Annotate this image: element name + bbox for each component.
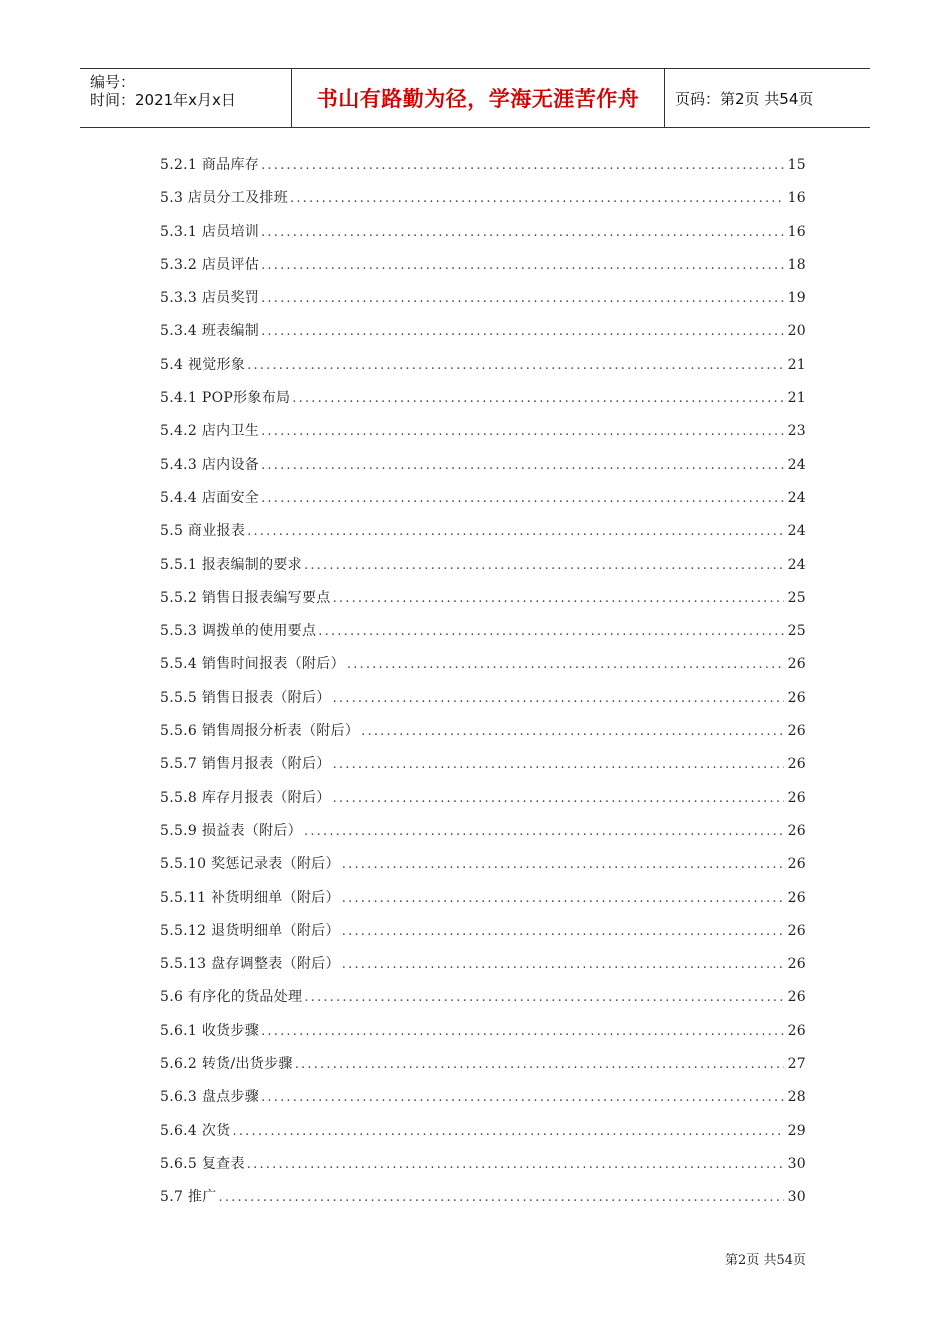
toc-entry[interactable] [160, 953, 806, 986]
toc-entry-page: 25 [787, 589, 806, 606]
toc-entry-label: 5.5.10 奖惩记录表（附后） [160, 856, 340, 873]
toc-dot-leader [261, 225, 784, 240]
toc-entry[interactable] [160, 1120, 806, 1153]
toc-dot-leader [304, 558, 784, 573]
serial-label: 编号： [90, 73, 136, 91]
toc-dot-leader [333, 691, 784, 706]
toc-entry-page: 26 [787, 789, 806, 806]
toc-entry-label: 5.7 推广 [160, 1189, 217, 1206]
toc-dot-leader [261, 424, 784, 439]
toc-dot-leader [333, 591, 784, 606]
toc-entry-label: 5.3.1 店员培训 [160, 223, 260, 240]
toc-entry-label: 5.4 视觉形象 [160, 356, 246, 373]
toc-dot-leader [247, 358, 783, 373]
toc-dot-leader [342, 857, 784, 872]
toc-dot-leader [261, 258, 784, 273]
toc-entry-label: 5.4.2 店内卫生 [160, 423, 260, 440]
toc-entry-label: 5.6.1 收货步骤 [160, 1022, 260, 1039]
toc-entry[interactable] [160, 920, 806, 953]
toc-entry-label: 5.3.3 店员奖罚 [160, 290, 260, 307]
toc-entry-page: 26 [787, 1022, 806, 1039]
toc-entry-page: 16 [787, 190, 806, 207]
toc-entry[interactable] [160, 554, 806, 587]
toc-entry[interactable] [160, 887, 806, 920]
toc-entry-page: 27 [787, 1056, 806, 1073]
toc-entry[interactable] [160, 620, 806, 653]
toc-entry-page: 23 [787, 423, 806, 440]
time-label: 时间：2021年x月x日 [90, 91, 236, 109]
toc-dot-leader [333, 791, 784, 806]
toc-entry-label: 5.5.11 补货明细单（附后） [160, 889, 340, 906]
toc-entry-label: 5.5.2 销售日报表编写要点 [160, 589, 331, 606]
page-header [80, 68, 870, 128]
toc-entry-page: 21 [787, 356, 806, 373]
toc-entry[interactable] [160, 720, 806, 753]
toc-dot-leader [304, 990, 783, 1005]
toc-dot-leader [261, 1090, 784, 1105]
toc-entry-label: 5.6.5 复查表 [160, 1155, 245, 1172]
toc-entry-label: 5.5.7 销售月报表（附后） [160, 756, 331, 773]
toc-entry-page: 26 [787, 922, 806, 939]
toc-dot-leader [261, 324, 784, 339]
toc-entry-label: 5.6.2 转货/出货步骤 [160, 1056, 293, 1073]
toc-entry[interactable] [160, 1053, 806, 1086]
toc-entry[interactable] [160, 986, 806, 1019]
toc-entry-label: 5.5.4 销售时间报表（附后） [160, 656, 345, 673]
toc-entry[interactable] [160, 820, 806, 853]
toc-entry[interactable] [160, 687, 806, 720]
toc-dot-leader [261, 458, 784, 473]
toc-entry-label: 5.5.6 销售周报分析表（附后） [160, 723, 360, 740]
toc-entry[interactable] [160, 787, 806, 820]
toc-entry-page: 26 [787, 856, 806, 873]
toc-entry[interactable] [160, 1186, 806, 1219]
toc-entry-page: 29 [787, 1122, 806, 1139]
toc-entry-page: 16 [787, 223, 806, 240]
toc-entry-page: 24 [787, 489, 806, 506]
toc-entry[interactable] [160, 354, 806, 387]
toc-entry[interactable] [160, 420, 806, 453]
toc-entry-page: 18 [787, 256, 806, 273]
toc-entry-page: 26 [787, 756, 806, 773]
toc-entry[interactable] [160, 187, 806, 220]
header-page-number: 页码：第2页 共54页 [675, 89, 814, 108]
toc-entry-page: 20 [787, 323, 806, 340]
toc-dot-leader [290, 191, 784, 206]
toc-entry-page: 19 [787, 290, 806, 307]
toc-entry-label: 5.5 商业报表 [160, 523, 246, 540]
toc-entry[interactable] [160, 454, 806, 487]
toc-entry[interactable] [160, 320, 806, 353]
toc-entry[interactable] [160, 154, 806, 187]
toc-dot-leader [292, 391, 783, 406]
toc-dot-leader [232, 1124, 783, 1139]
toc-entry-page: 24 [787, 556, 806, 573]
toc-dot-leader [261, 1024, 784, 1039]
toc-entry[interactable] [160, 853, 806, 886]
toc-entry-label: 5.5.8 库存月报表（附后） [160, 789, 331, 806]
toc-entry-label: 5.3 店员分工及排班 [160, 190, 289, 207]
toc-dot-leader [342, 957, 784, 972]
toc-entry-page: 15 [787, 157, 806, 173]
toc-entry[interactable] [160, 254, 806, 287]
toc-entry-page: 24 [787, 456, 806, 473]
toc-entry-page: 30 [787, 1189, 806, 1206]
toc-dot-leader [295, 1057, 784, 1072]
toc-entry-label: 5.4.4 店面安全 [160, 489, 260, 506]
toc-entry-page: 25 [787, 623, 806, 640]
table-of-contents [160, 154, 806, 1220]
toc-entry-label: 5.5.1 报表编制的要求 [160, 556, 302, 573]
toc-entry[interactable] [160, 520, 806, 553]
toc-dot-leader [342, 891, 784, 906]
toc-entry-label: 5.3.4 班表编制 [160, 323, 260, 340]
toc-dot-leader [261, 491, 784, 506]
toc-dot-leader [261, 158, 784, 173]
toc-entry[interactable] [160, 1020, 806, 1053]
toc-entry-label: 5.2.1 商品库存 [160, 157, 260, 173]
header-meta [80, 69, 292, 127]
toc-entry-page: 24 [787, 523, 806, 540]
toc-dot-leader [333, 757, 784, 772]
toc-dot-leader [347, 657, 784, 672]
toc-entry-page: 28 [787, 1089, 806, 1106]
toc-dot-leader [304, 824, 784, 839]
toc-entry-page: 30 [787, 1155, 806, 1172]
toc-entry[interactable] [160, 653, 806, 686]
toc-entry-label: 5.4.3 店内设备 [160, 456, 260, 473]
toc-entry-label: 5.5.5 销售日报表（附后） [160, 689, 331, 706]
toc-entry-page: 26 [787, 656, 806, 673]
toc-entry[interactable] [160, 387, 806, 420]
toc-entry[interactable] [160, 1153, 806, 1186]
toc-entry-page: 21 [787, 390, 806, 407]
toc-entry-page: 26 [787, 989, 806, 1006]
toc-dot-leader [318, 624, 783, 639]
toc-dot-leader [219, 1190, 784, 1205]
toc-entry[interactable] [160, 221, 806, 254]
toc-entry-page: 26 [787, 956, 806, 973]
header-motto: 书山有路勤为径，学海无涯苦作舟 [292, 69, 665, 127]
toc-entry-label: 5.6.3 盘点步骤 [160, 1089, 260, 1106]
toc-entry[interactable] [160, 487, 806, 520]
toc-entry-label: 5.6.4 次货 [160, 1122, 231, 1139]
toc-dot-leader [247, 1157, 784, 1172]
toc-entry-label: 5.5.9 损益表（附后） [160, 822, 302, 839]
toc-entry-page: 26 [787, 889, 806, 906]
toc-entry-label: 5.4.1 POP形象布局 [160, 390, 291, 407]
toc-entry[interactable] [160, 753, 806, 786]
toc-entry-label: 5.6 有序化的货品处理 [160, 989, 303, 1006]
toc-dot-leader [342, 924, 784, 939]
toc-entry-page: 26 [787, 723, 806, 740]
toc-entry[interactable] [160, 587, 806, 620]
toc-entry-label: 5.5.12 退货明细单（附后） [160, 922, 340, 939]
toc-entry-label: 5.3.2 店员评估 [160, 256, 260, 273]
toc-dot-leader [361, 724, 783, 739]
toc-dot-leader [247, 524, 783, 539]
footer-page-number: 第2页 共54页 [725, 1253, 806, 1268]
toc-entry-page: 26 [787, 689, 806, 706]
toc-entry[interactable] [160, 1086, 806, 1119]
toc-entry-label: 5.5.3 调拨单的使用要点 [160, 623, 317, 640]
toc-dot-leader [261, 291, 784, 306]
toc-entry[interactable] [160, 287, 806, 320]
toc-entry-label: 5.5.13 盘存调整表（附后） [160, 956, 340, 973]
toc-entry-page: 26 [787, 822, 806, 839]
